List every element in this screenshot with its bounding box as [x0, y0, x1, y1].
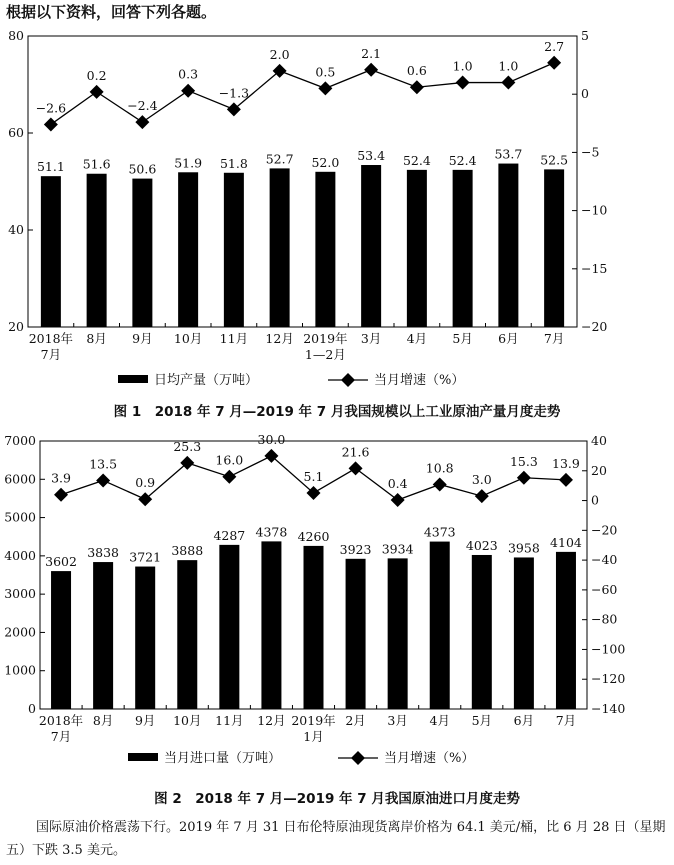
bar [304, 546, 324, 709]
right-tick-label: −120 [591, 671, 626, 687]
legend-bar-label: 日均产量（万吨） [154, 373, 259, 388]
x-tick-label: 12月 [265, 331, 294, 346]
legend-marker-swatch [341, 373, 355, 387]
growth-marker [349, 461, 363, 475]
bar-value-label: 52.4 [402, 152, 431, 168]
bar-value-label: 4260 [297, 528, 330, 544]
x-tick-label: 4月 [406, 331, 428, 346]
bar [556, 552, 576, 709]
bar-value-label: 50.6 [128, 161, 157, 177]
x-tick-label: 11月 [219, 331, 249, 346]
legend-marker-swatch [351, 751, 365, 765]
x-tick-label: 8月 [92, 713, 114, 728]
bar [219, 545, 239, 709]
legend-bar-label: 当月进口量（万吨） [164, 751, 282, 766]
x-tick-label: 8月 [86, 331, 107, 346]
growth-marker [547, 56, 561, 70]
bar-value-label: 52.4 [448, 152, 477, 168]
bar-value-label: 51.8 [219, 155, 248, 171]
right-tick-label: −80 [591, 611, 618, 627]
growth-value-label: 0.2 [86, 67, 107, 83]
bar-value-label: 52.5 [540, 152, 569, 168]
bar-value-label: 4287 [213, 527, 246, 543]
growth-value-label: 30.0 [257, 431, 286, 447]
bar [407, 170, 427, 327]
x-tick-label: 7月 [50, 729, 72, 744]
right-tick-label: −15 [581, 260, 608, 276]
bar-value-label: 3838 [87, 545, 120, 561]
bar-value-label: 3602 [45, 554, 77, 570]
right-tick-label: −100 [591, 641, 626, 657]
right-tick-label: −10 [581, 202, 608, 218]
bar-value-label: 4373 [423, 524, 456, 540]
bar-value-label: 52.0 [311, 154, 340, 170]
bar [178, 172, 198, 327]
growth-value-label: 21.6 [341, 444, 370, 460]
bar [135, 567, 155, 709]
x-tick-label: 5月 [452, 331, 473, 346]
growth-value-label: 1.0 [452, 58, 473, 74]
growth-marker [364, 63, 378, 77]
bar-value-label: 51.6 [82, 156, 111, 172]
growth-value-label: 2.0 [269, 46, 290, 62]
left-tick-label: 80 [8, 28, 24, 43]
growth-value-label: 0.5 [315, 64, 336, 80]
bar [361, 165, 381, 327]
growth-value-label: 3.9 [51, 470, 71, 486]
chart-crude-output [0, 22, 674, 424]
bar [261, 541, 281, 709]
bar [430, 542, 450, 709]
right-tick-label: −40 [591, 552, 618, 568]
right-tick-label: −140 [591, 701, 626, 716]
growth-value-label: 10.8 [425, 460, 454, 476]
bar-value-label: 3721 [129, 549, 162, 565]
growth-marker [222, 470, 236, 484]
bar [315, 172, 335, 327]
footer-text: 国际原油价格震荡下行。2019 年 7 月 31 日布伦特原油现货离岸价格为 64.1 美元/桶，比 6 月 28 日（星期五）下跌 3.5 美元。 [6, 820, 666, 858]
x-tick-label: 10月 [173, 713, 202, 728]
right-tick-label: 20 [591, 462, 607, 478]
growth-value-label: 25.3 [173, 438, 202, 454]
legend-line-label: 当月增速（%） [374, 373, 465, 388]
x-tick-label: 9月 [132, 331, 153, 346]
legend-bar-swatch [128, 753, 158, 761]
growth-marker [96, 473, 110, 487]
bar-value-label: 4023 [465, 537, 498, 553]
left-tick-label: 40 [8, 222, 24, 237]
bar [453, 170, 473, 327]
left-tick-label: 2000 [4, 624, 36, 640]
x-tick-label: 3月 [387, 713, 408, 728]
x-tick-label: 1—2月 [304, 347, 346, 362]
left-tick-label: 3000 [4, 586, 36, 602]
bar-value-label: 52.7 [265, 151, 294, 167]
growth-value-label: 0.3 [178, 66, 199, 82]
x-tick-label: 2019年 [303, 331, 348, 346]
growth-value-label: 0.9 [135, 475, 156, 491]
bar-value-label: 3888 [171, 543, 204, 559]
growth-value-label: 1.0 [498, 58, 519, 74]
right-tick-label: 0 [581, 86, 589, 102]
growth-marker [318, 81, 332, 95]
growth-marker [181, 84, 195, 98]
x-tick-label: 9月 [134, 713, 156, 728]
bar [346, 559, 366, 709]
growth-marker [433, 477, 447, 491]
x-tick-label: 6月 [498, 331, 519, 346]
growth-value-label: 2.7 [544, 38, 565, 54]
left-tick-label: 4000 [4, 547, 36, 563]
bar [270, 168, 290, 327]
x-tick-label: 7月 [40, 347, 62, 362]
growth-marker [54, 488, 68, 502]
bar [41, 176, 61, 327]
bar [51, 571, 71, 709]
growth-value-label: 5.1 [303, 468, 324, 484]
bar-value-label: 51.1 [36, 159, 65, 175]
right-tick-label: −20 [581, 319, 608, 334]
bar [544, 169, 564, 327]
growth-value-label: 3.0 [471, 472, 492, 488]
growth-value-label: −1.3 [218, 85, 250, 101]
x-tick-label: 2019年 [291, 713, 336, 728]
bar [177, 560, 197, 709]
left-tick-label: 6000 [4, 471, 36, 487]
bar [87, 174, 107, 327]
bar [132, 179, 152, 327]
growth-value-label: 13.5 [89, 456, 118, 472]
bar-value-label: 51.9 [174, 155, 203, 171]
bar-value-label: 53.4 [357, 148, 386, 164]
bar-value-label: 4104 [550, 534, 582, 550]
left-tick-label: 0 [28, 701, 36, 716]
bar [224, 173, 244, 327]
growth-marker [456, 76, 470, 90]
right-tick-label: −5 [581, 144, 600, 160]
growth-marker [517, 471, 531, 485]
bar-value-label: 53.7 [494, 146, 523, 162]
bar [498, 164, 518, 327]
growth-value-label: 13.9 [552, 455, 580, 471]
left-tick-label: 1000 [4, 662, 36, 678]
left-tick-label: 20 [8, 319, 24, 334]
chart-caption: 图 2 2018 年 7 月—2019 年 7 月我国原油进口月度走势 [154, 791, 520, 807]
growth-value-label: 0.6 [406, 63, 427, 79]
chart-crude-import [0, 428, 674, 813]
growth-marker [90, 85, 104, 99]
growth-value-label: −2.4 [127, 98, 158, 114]
left-tick-label: 60 [8, 125, 24, 140]
legend-bar-swatch [118, 375, 148, 383]
growth-value-label: 0.4 [387, 475, 408, 491]
right-tick-label: 0 [591, 492, 599, 508]
x-tick-label: 4月 [429, 713, 450, 728]
chart-caption: 图 1 2018 年 7 月—2019 年 7 月我国规模以上工业原油产量月度走势 [113, 404, 561, 420]
growth-line [51, 63, 554, 125]
bar [388, 558, 408, 709]
growth-marker [501, 76, 515, 90]
growth-marker [559, 473, 573, 487]
x-tick-label: 7月 [555, 713, 577, 728]
x-tick-label: 2月 [345, 713, 366, 728]
x-tick-label: 11月 [215, 713, 244, 728]
right-tick-label: −20 [591, 522, 618, 538]
right-tick-label: 40 [591, 433, 607, 448]
right-tick-label: −60 [591, 581, 618, 597]
growth-marker [44, 117, 58, 131]
x-tick-label: 2018年 [38, 713, 84, 728]
bar-value-label: 3923 [339, 541, 372, 557]
left-tick-label: 5000 [4, 509, 36, 525]
intro-text: 根据以下资料，回答下列各题。 [6, 3, 217, 21]
bar-value-label: 3934 [381, 541, 414, 557]
x-tick-label: 10月 [173, 331, 203, 346]
growth-value-label: 15.3 [509, 453, 538, 469]
x-tick-label: 5月 [471, 713, 493, 728]
bar [93, 562, 113, 709]
left-tick-label: 7000 [4, 433, 36, 448]
legend-line-label: 当月增速（%） [384, 751, 475, 766]
bar-value-label: 3958 [507, 540, 540, 556]
x-tick-label: 3月 [360, 331, 382, 346]
x-tick-label: 6月 [513, 713, 535, 728]
right-tick-label: 5 [581, 28, 589, 43]
growth-marker [475, 489, 489, 503]
x-tick-label: 2018年 [28, 331, 74, 346]
x-tick-label: 1月 [303, 729, 324, 744]
growth-value-label: −2.6 [35, 100, 67, 116]
growth-marker [410, 80, 424, 94]
bar [472, 555, 492, 709]
bar-value-label: 4378 [255, 524, 288, 540]
x-tick-label: 7月 [543, 331, 565, 346]
growth-marker [135, 115, 149, 129]
x-tick-label: 12月 [257, 713, 286, 728]
bar [514, 557, 534, 709]
growth-value-label: 16.0 [215, 452, 244, 468]
growth-marker [391, 493, 405, 507]
growth-value-label: 2.1 [361, 45, 382, 61]
